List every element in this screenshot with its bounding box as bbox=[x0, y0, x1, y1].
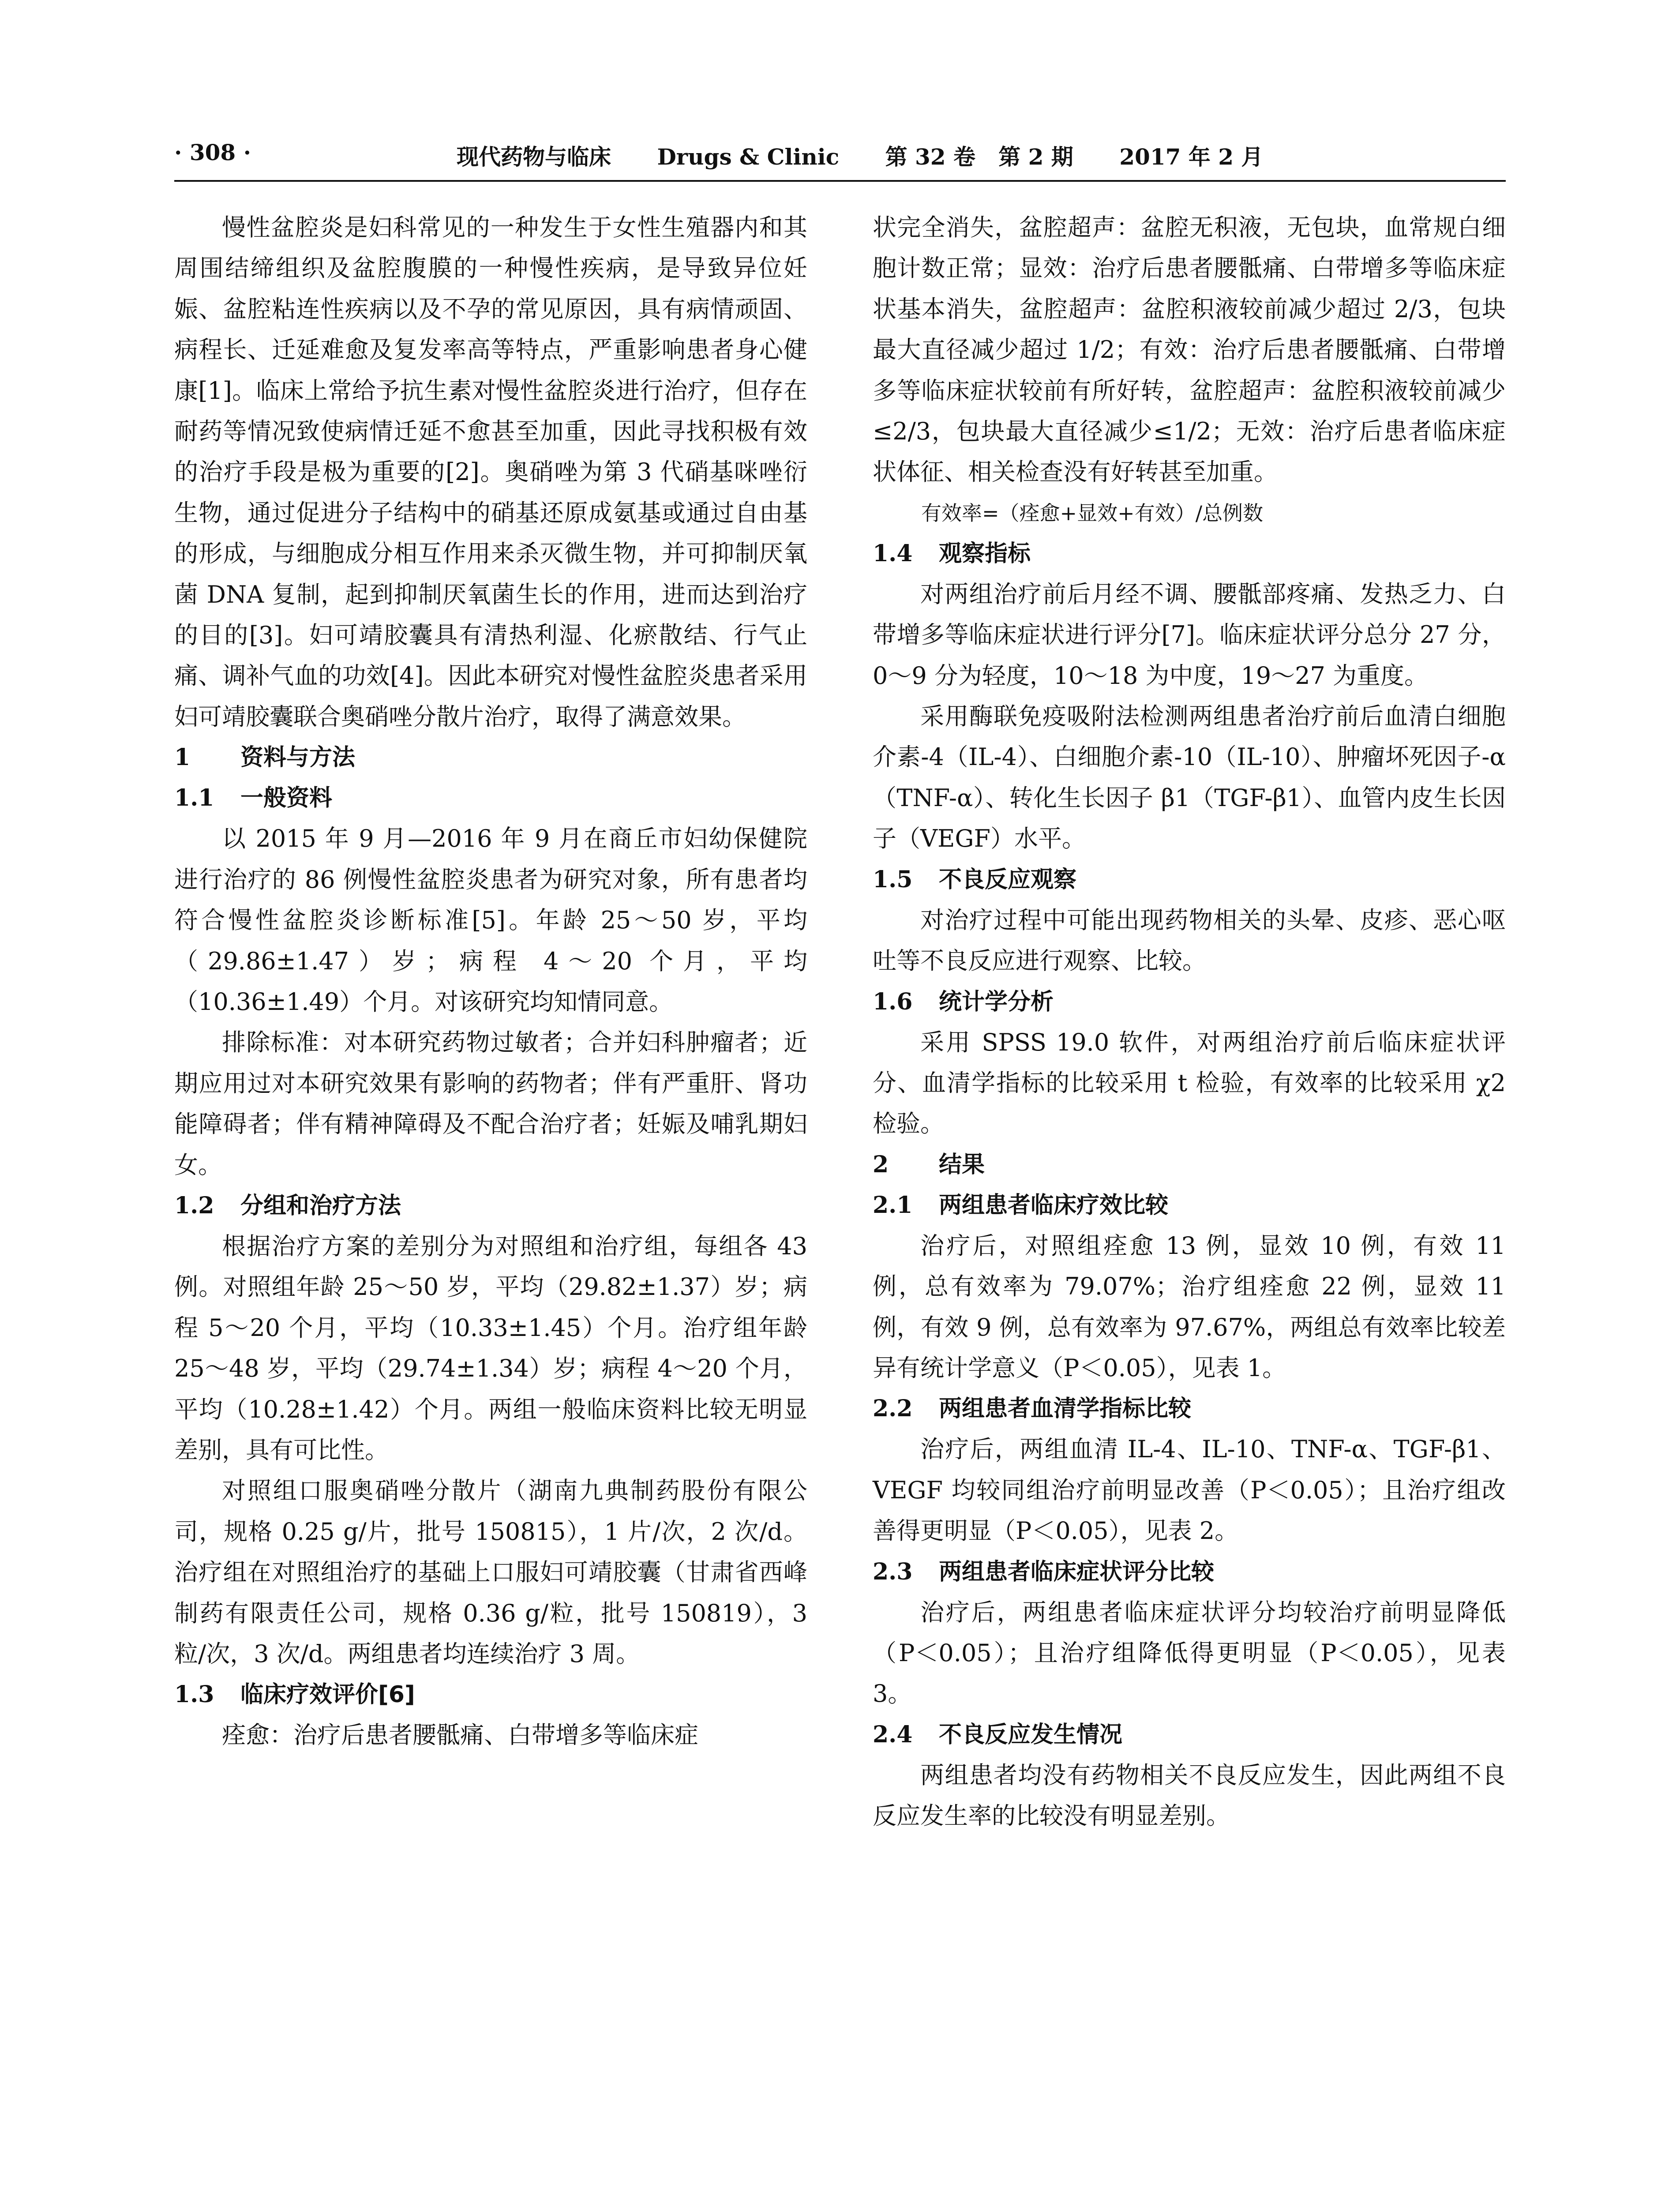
heading-text: 不良反应观察 bbox=[939, 866, 1077, 893]
heading-text: 两组患者血清学指标比较 bbox=[939, 1396, 1192, 1422]
body-paragraph: 采用酶联免疫吸附法检测两组患者治疗前后血清白细胞介素-4（IL-4）、白细胞介素-10（IL-10）、肿瘤坏死因子-α（TNF-α）、转化生长因子 β1（TGF-β1）、血管内皮生长因子（VEGF）水平。 bbox=[873, 702, 1506, 853]
heading-text: 资料与方法 bbox=[240, 744, 356, 771]
subsection-heading bbox=[873, 859, 1506, 900]
subsection-heading bbox=[873, 982, 1506, 1022]
heading-text: 统计学分析 bbox=[939, 988, 1054, 1015]
body-paragraph: 以 2015 年 9 月—2016 年 9 月在商丘市妇幼保健院进行治疗的 86 例慢性盆腔炎患者为研究对象，所有患者均符合慢性盆腔炎诊断标准[5]。年龄 25～50 岁，平均（29.86±1.47）岁；病程 4～20 个月，平均（10.36±1.49）个月。对该研究均知情同意。 bbox=[174, 825, 807, 1016]
heading-text: 观察指标 bbox=[939, 540, 1031, 567]
page-number: · 308 · bbox=[174, 139, 251, 165]
body-paragraph: 对治疗过程中可能出现药物相关的头晕、皮疹、恶心呕吐等不良反应进行观察、比较。 bbox=[873, 906, 1506, 975]
subsection-heading bbox=[873, 1185, 1506, 1226]
heading-number: 1.5 bbox=[873, 866, 913, 893]
left-column bbox=[174, 207, 807, 1756]
running-header bbox=[174, 136, 1506, 182]
heading-number: 2.3 bbox=[873, 1558, 913, 1585]
heading-text: 临床疗效评价[6] bbox=[240, 1681, 415, 1708]
subsection-heading bbox=[873, 1552, 1506, 1592]
heading-number: 2.1 bbox=[873, 1191, 913, 1219]
body-paragraph: 对两组治疗前后月经不调、腰骶部疼痛、发热乏力、白带增多等临床症状进行评分[7]。临床症状评分总分 27 分，0～9 分为轻度，10～18 为中度，19～27 为重度。 bbox=[873, 580, 1506, 690]
body-paragraph: 慢性盆腔炎是妇科常见的一种发生于女性生殖器内和其周围结缔组织及盆腔腹膜的一种慢性疾病，是导致异位妊娠、盆腔粘连性疾病以及不孕的常见原因，具有病情顽固、病程长、迁延难愈及复发率高等特点，严重影响患者身心健康[1]。临床上常给予抗生素对慢性盆腔炎进行治疗，但存在耐药等情况致使病情迁延不愈甚至加重，因此寻找积极有效的治疗手段是极为重要的[2]。奥硝唑为第 3 代硝基咪唑衍生物，通过促进分子结构中的硝基还原成氨基或通过自由基的形成，与细胞成分相互作用来杀灭微生物，并可抑制厌氧菌 DNA 复制，起到抑制厌氧菌生长的作用，进而达到治疗的目的[3]。妇可靖胶囊具有清热利湿、化瘀散结、行气止痛、调补气血的功效[4]。因此本研究对慢性盆腔炎患者采用妇可靖胶囊联合奥硝唑分散片治疗，取得了满意效果。 bbox=[174, 214, 807, 731]
heading-text: 两组患者临床症状评分比较 bbox=[939, 1558, 1215, 1585]
heading-number: 1.1 bbox=[174, 784, 214, 812]
heading-number: 2.4 bbox=[873, 1721, 913, 1748]
heading-number: 1.4 bbox=[873, 540, 913, 567]
body-paragraph: 采用 SPSS 19.0 软件，对两组治疗前后临床症状评分、血清学指标的比较采用 t 检验，有效率的比较采用 χ2 检验。 bbox=[873, 1028, 1506, 1138]
heading-text: 结果 bbox=[939, 1151, 985, 1178]
journal-info: 现代药物与临床 Drugs & Clinic 第 32 卷 第 2 期 2017 年 2 月 bbox=[457, 144, 1264, 170]
heading-number: 1.6 bbox=[873, 988, 913, 1015]
body-paragraph: 两组患者均没有药物相关不良反应发生，因此两组不良反应发生率的比较没有明显差别。 bbox=[873, 1761, 1506, 1830]
body-paragraph: 治疗后，两组患者临床症状评分均较治疗前明显降低（P＜0.05）；且治疗组降低得更明显（P＜0.05），见表 3。 bbox=[873, 1598, 1506, 1708]
body-paragraph: 状完全消失，盆腔超声：盆腔无积液，无包块，血常规白细胞计数正常；显效：治疗后患者腰骶痛、白带增多等临床症状基本消失，盆腔超声：盆腔积液较前减少超过 2/3，包块最大直径减少超过 1/2；有效：治疗后患者腰骶痛、白带增多等临床症状较前有所好转，盆腔超声：盆腔积液较前减少≤2/3，包块最大直径减少≤1/2；无效：治疗后患者临床症状体征、相关检查没有好转甚至加重。 bbox=[873, 214, 1506, 486]
heading-number: 1.2 bbox=[174, 1192, 214, 1219]
section-heading bbox=[873, 1144, 1506, 1185]
subsection-heading bbox=[873, 1388, 1506, 1429]
body-paragraph: 根据治疗方案的差别分为对照组和治疗组，每组各 43 例。对照组年龄 25～50 岁，平均（29.82±1.37）岁；病程 5～20 个月，平均（10.33±1.45）个月。治疗组年龄 25～48 岁，平均（29.74±1.34）岁；病程 4～20 个月，平均（10.28±1.42）个月。两组一般临床资料比较无明显差别，具有可比性。 bbox=[174, 1232, 807, 1464]
formula-line: 有效率=（痊愈+显效+有效）/总例数 bbox=[921, 501, 1264, 525]
heading-number: 1 bbox=[174, 744, 191, 771]
subsection-heading bbox=[174, 1674, 807, 1715]
heading-text: 不良反应发生情况 bbox=[939, 1721, 1123, 1748]
body-paragraph: 治疗后，对照组痊愈 13 例，显效 10 例，有效 11 例，总有效率为 79.07%；治疗组痊愈 22 例，显效 11 例，有效 9 例，总有效率为 97.67%，两组总有效率比较差异有统计学意义（P＜0.05），见表 1。 bbox=[873, 1231, 1506, 1382]
subsection-heading bbox=[873, 533, 1506, 574]
subsection-heading bbox=[174, 778, 807, 818]
subsection-heading bbox=[174, 1186, 807, 1226]
heading-number: 1.3 bbox=[174, 1681, 214, 1708]
heading-text: 一般资料 bbox=[240, 785, 333, 812]
heading-text: 两组患者临床疗效比较 bbox=[939, 1192, 1169, 1219]
section-heading bbox=[174, 737, 807, 778]
heading-number: 2 bbox=[873, 1151, 889, 1178]
heading-text: 分组和治疗方法 bbox=[240, 1192, 401, 1219]
heading-number: 2.2 bbox=[873, 1395, 913, 1422]
body-paragraph: 痊愈：治疗后患者腰骶痛、白带增多等临床症 bbox=[222, 1721, 698, 1749]
body-paragraph: 治疗后，两组血清 IL-4、IL-10、TNF-α、TGF-β1、VEGF 均较同组治疗前明显改善（P＜0.05）；且治疗组改善得更明显（P＜0.05），见表 2。 bbox=[873, 1435, 1506, 1545]
right-column bbox=[873, 207, 1506, 1837]
body-paragraph: 对照组口服奥硝唑分散片（湖南九典制药股份有限公司，规格 0.25 g/片，批号 150815），1 片/次，2 次/d。治疗组在对照组治疗的基础上口服妇可靖胶囊（甘肃省西峰制药有限责任公司，规格 0.36 g/粒，批号 150819），3 粒/次，3 次/d。两组患者均连续治疗 3 周。 bbox=[174, 1477, 807, 1668]
body-paragraph: 排除标准：对本研究药物过敏者；合并妇科肿瘤者；近期应用过对本研究效果有影响的药物者；伴有严重肝、肾功能障碍者；伴有精神障碍及不配合治疗者；妊娠及哺乳期妇女。 bbox=[174, 1028, 807, 1179]
subsection-heading bbox=[873, 1715, 1506, 1755]
